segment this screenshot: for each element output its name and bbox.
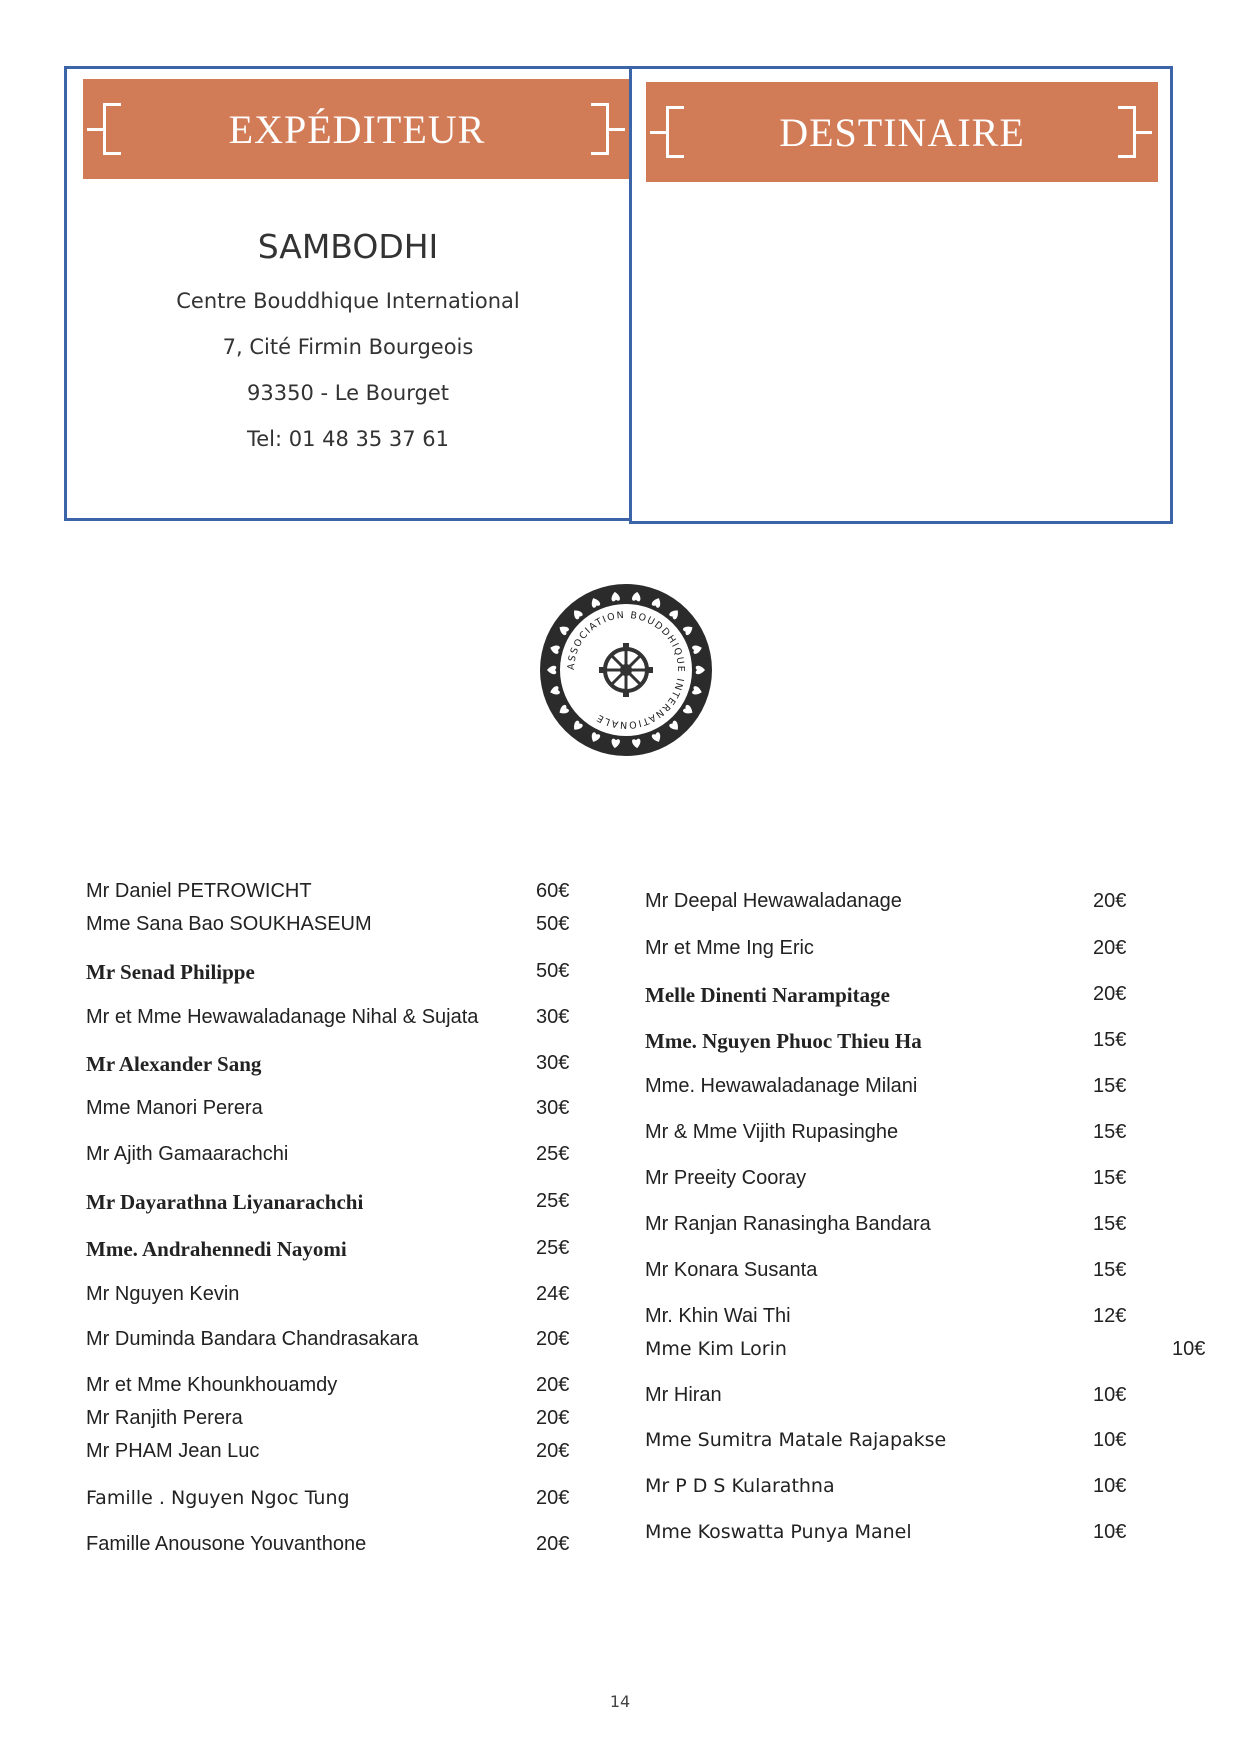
donor-left-amount: 20€ [536,1487,570,1509]
donor-left-name: Mme Manori Perera [86,1097,263,1119]
donor-right-amount: 15€ [1093,1029,1127,1051]
donor-right-amount: 12€ [1093,1305,1127,1327]
donor-right-name: Mme. Nguyen Phuoc Thieu Ha [645,1029,922,1053]
donor-right-amount: 10€ [1172,1338,1206,1360]
donor-left-amount: 30€ [536,1052,570,1074]
donor-left-amount: 24€ [536,1283,570,1305]
donor-right-amount: 15€ [1093,1167,1127,1189]
donor-left-amount: 25€ [536,1190,570,1212]
donor-left-amount: 60€ [536,880,570,902]
donor-left-amount: 20€ [536,1374,570,1396]
donor-left-amount: 20€ [536,1407,570,1429]
donor-left-name: Mr Ajith Gamaarachchi [86,1143,289,1165]
donor-right-name: Mr Hiran [645,1384,722,1406]
donor-left-name: Mr PHAM Jean Luc [86,1440,260,1462]
sender-heading-banner [83,79,631,179]
donor-right-name: Mr. Khin Wai Thi [645,1305,791,1327]
bracket-right-icon [1118,106,1136,158]
donor-right-amount: 10€ [1093,1521,1127,1543]
donor-right-name: Mr Ranjan Ranasingha Bandara [645,1213,931,1235]
bracket-left-icon [103,103,121,155]
donor-right-amount: 15€ [1093,1121,1127,1143]
donor-right-name: Mme Sumitra Matale Rajapakse [645,1429,947,1451]
donor-left-name: Mr Ranjith Perera [86,1407,243,1429]
recipient-box [629,66,1173,524]
donor-right-name: Mr Konara Susanta [645,1259,818,1281]
donor-right-name: Mr et Mme Ing Eric [645,937,814,959]
donor-left-name: Mr Nguyen Kevin [86,1283,240,1305]
donor-right-amount: 15€ [1093,1213,1127,1235]
donor-left-amount: 50€ [536,960,570,982]
donor-right-amount: 20€ [1093,983,1127,1005]
donor-left-amount: 20€ [536,1440,570,1462]
sender-organization: Centre Bouddhique International [176,289,520,313]
donor-left-amount: 25€ [536,1143,570,1165]
donor-right-amount: 15€ [1093,1259,1127,1281]
donor-left-name: Mme. Andrahennedi Nayomi [86,1237,347,1261]
donor-right-name: Mr P D S Kularathna [645,1475,835,1497]
recipient-heading: DESTINAIRE [779,109,1025,155]
bracket-right-icon [591,103,609,155]
donor-right-name: Mme. Hewawaladanage Milani [645,1075,918,1097]
donor-right-name: Mr & Mme Vijith Rupasinghe [645,1121,899,1143]
donor-right-amount: 10€ [1093,1429,1127,1451]
donor-left-name: Mr Daniel PETROWICHT [86,880,312,902]
logo-ring-text: ASSOCIATION BOUDDHIQUE INTERNATIONALE [565,609,687,731]
donor-right-amount: 20€ [1093,937,1127,959]
donor-right-name: Mr Preeity Cooray [645,1167,807,1189]
donor-left-amount: 25€ [536,1237,570,1259]
donor-left-amount: 20€ [536,1328,570,1350]
donor-right-name: Mr Deepal Hewawaladanage [645,890,902,912]
donor-right-name: Mme Kim Lorin [645,1338,787,1360]
donor-right-amount: 20€ [1093,890,1127,912]
recipient-heading-banner [646,82,1158,182]
sender-name: SAMBODHI [257,227,439,266]
donor-right-amount: 10€ [1093,1475,1127,1497]
donor-left-name: Mr Alexander Sang [86,1052,262,1076]
donor-left-name: Mr et Mme Khounkhouamdy [86,1374,338,1396]
donor-left-name: Mr Senad Philippe [86,960,255,984]
donor-right-amount: 10€ [1093,1384,1127,1406]
sender-phone: Tel: 01 48 35 37 61 [246,427,450,451]
donor-left-name: Mr Dayarathna Liyanarachchi [86,1190,364,1214]
association-logo [536,580,716,760]
donor-left-name: Famille . Nguyen Ngoc Tung [86,1487,350,1509]
donor-left-amount: 30€ [536,1097,570,1119]
donor-left-amount: 50€ [536,913,570,935]
sender-city: 93350 - Le Bourget [247,381,449,405]
donor-right-name: Mme Koswatta Punya Manel [645,1521,912,1543]
sender-box [64,66,632,521]
donor-left-name: Mr et Mme Hewawaladanage Nihal & Sujata [86,1006,479,1028]
page-number: 14 [609,1692,631,1711]
sender-heading: EXPÉDITEUR [228,106,486,152]
donor-left-amount: 30€ [536,1006,570,1028]
donor-left-name: Famille Anousone Youvanthone [86,1533,367,1555]
bracket-left-icon [666,106,684,158]
sender-street: 7, Cité Firmin Bourgeois [222,335,474,359]
donor-right-amount: 15€ [1093,1075,1127,1097]
donor-left-amount: 20€ [536,1533,570,1555]
donor-left-name: Mme Sana Bao SOUKHASEUM [86,913,372,935]
donor-right-name: Melle Dinenti Narampitage [645,983,890,1007]
donor-left-name: Mr Duminda Bandara Chandrasakara [86,1328,419,1350]
